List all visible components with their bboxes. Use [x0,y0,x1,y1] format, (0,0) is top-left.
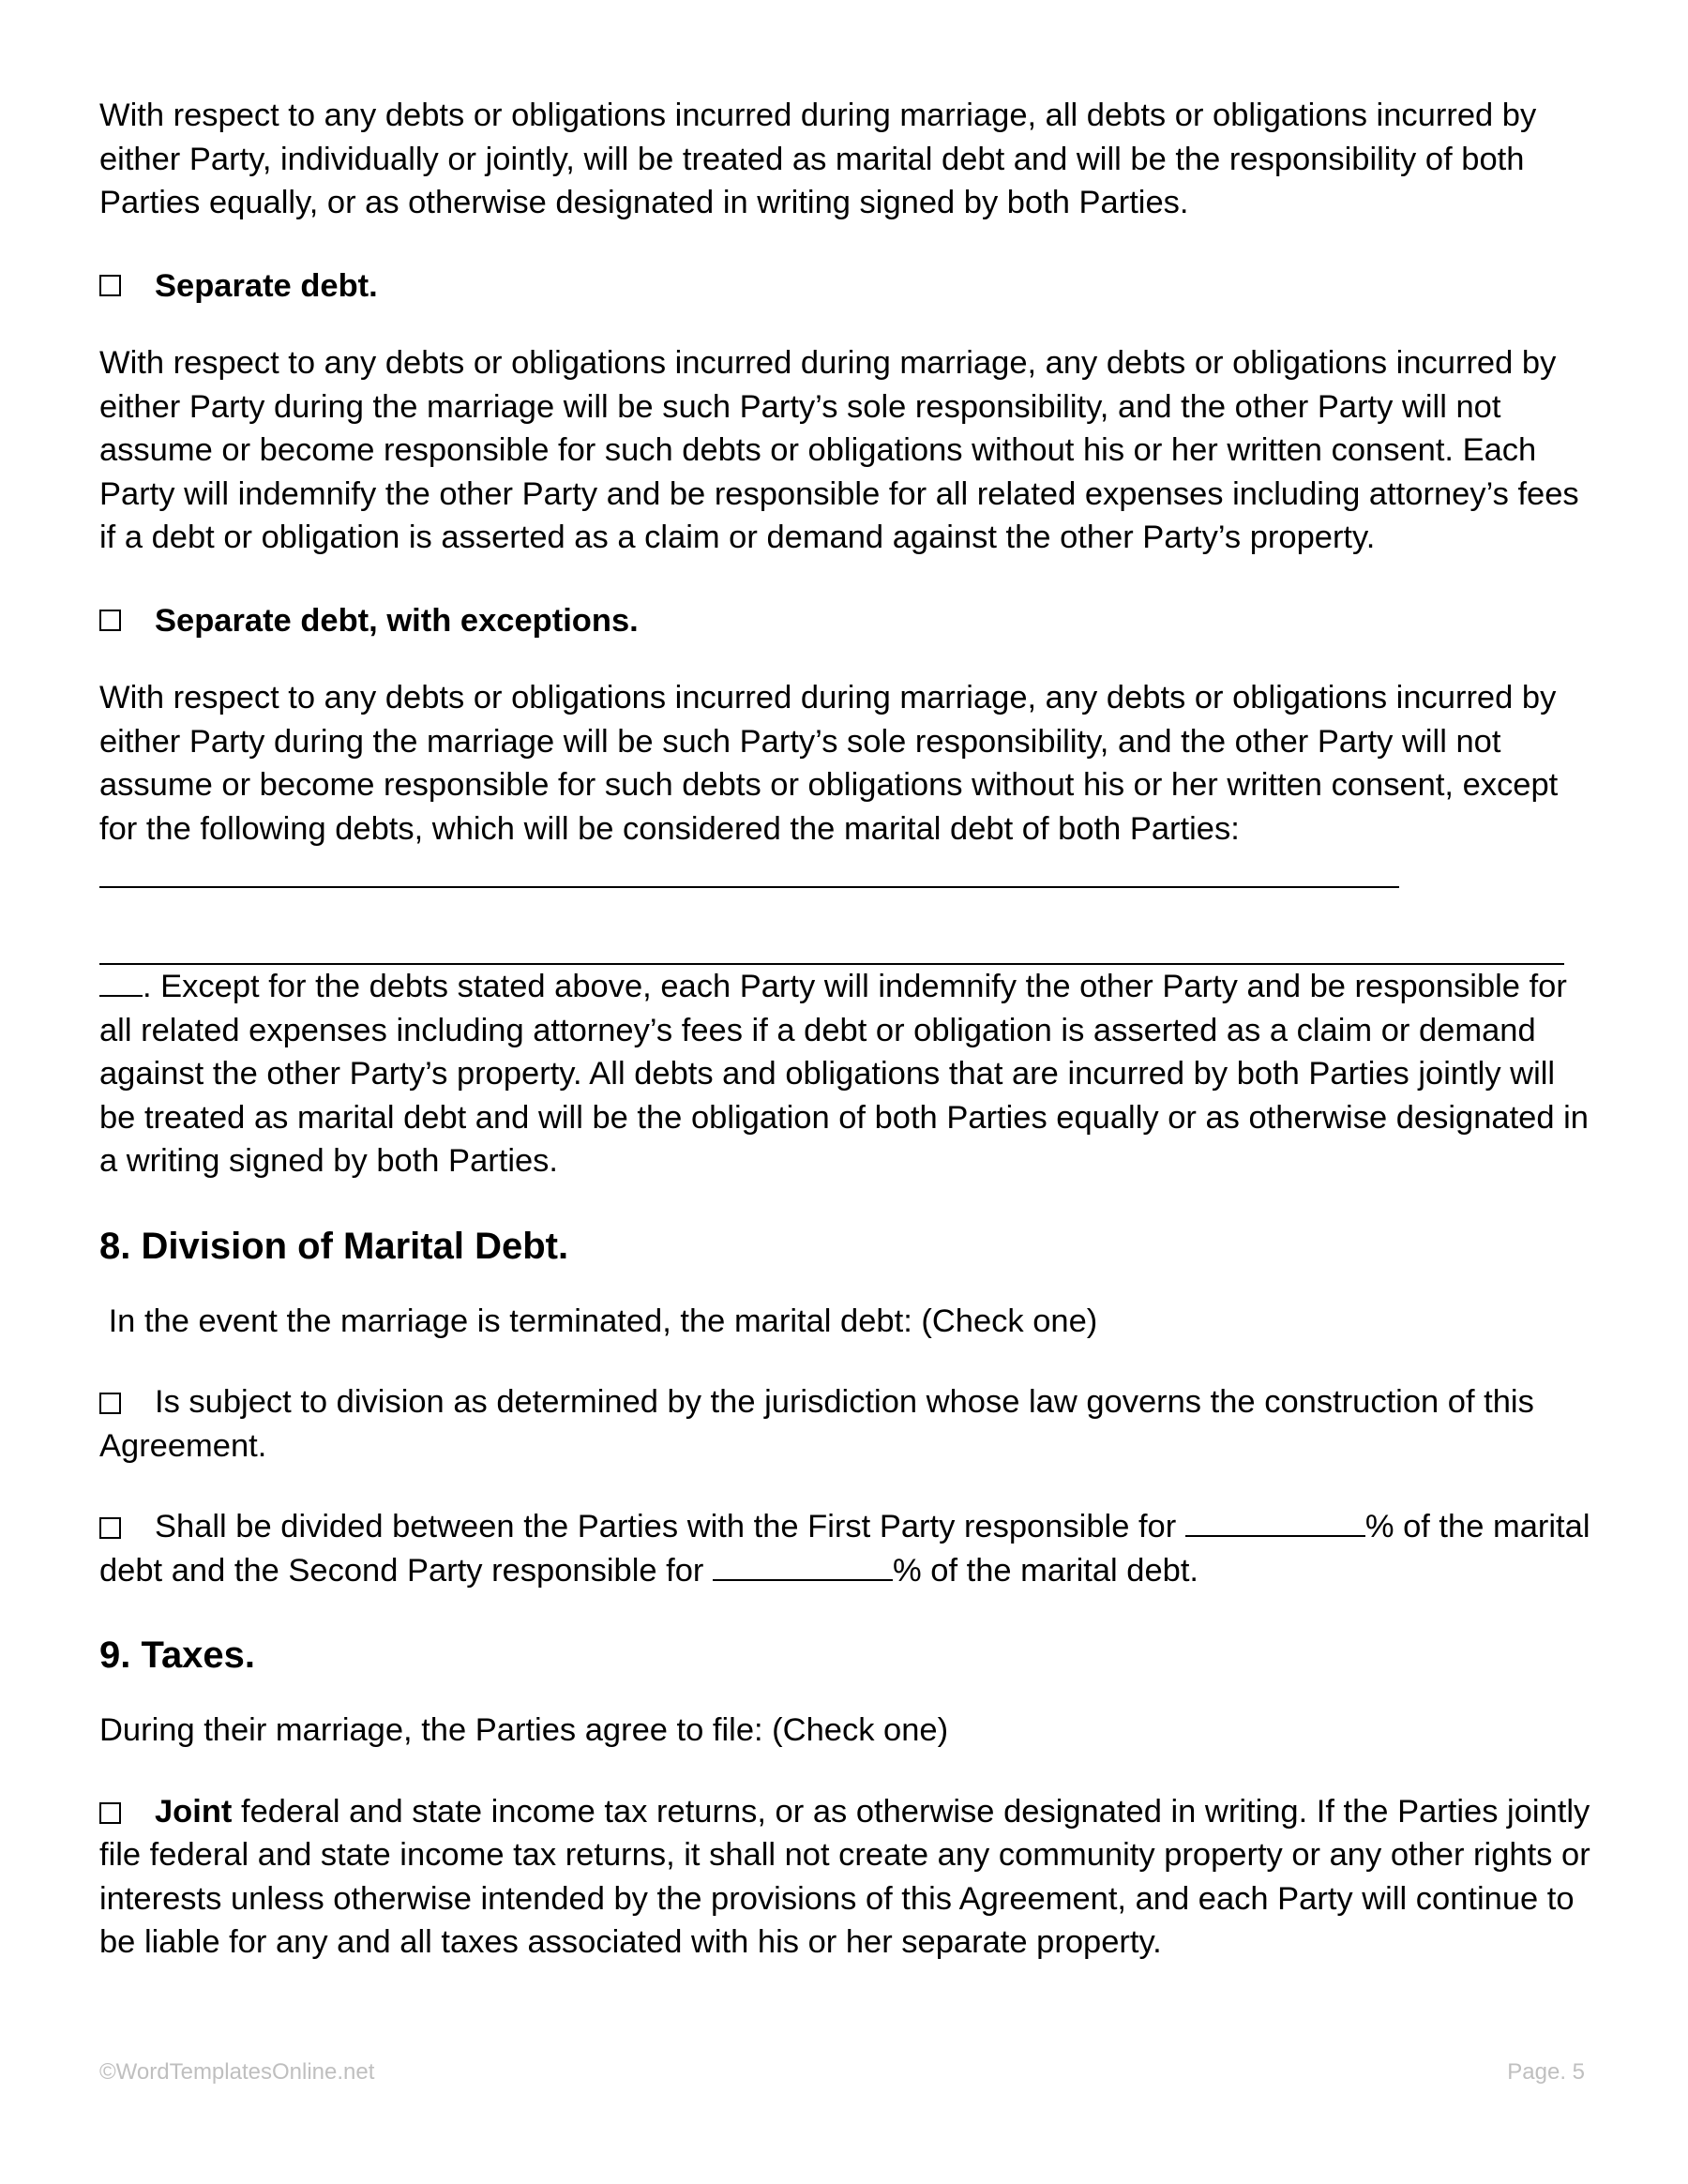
option-label: Separate debt, with exceptions. [155,602,639,639]
section-8-option-2: Shall be divided between the Parties with the First Party responsible for % of the marital debt and the Second Party responsible for % of the marital debt. [99,1509,1590,1589]
marital-debt-paragraph: With respect to any debts or obligations incurred during marriage, all debts or obligations incurred by either Party, individually or jointly, will be treated as marital debt and will be the responsibility of both Parties equally, or as otherwise designated in writing signed by both Parties. [99,98,1537,220]
footer-page-number: Page. 5 [1507,2059,1585,2085]
first-party-percent-field[interactable] [1185,1507,1365,1537]
checkbox[interactable] [99,610,121,631]
section-8-heading: 8. Division of Marital Debt. [99,1225,569,1267]
option-separate-debt-exceptions [99,599,1590,643]
section-8-option-1: Is subject to division as determined by the jurisdiction whose law governs the construction of this Agreement. [99,1384,1534,1464]
checkbox[interactable] [99,1802,121,1824]
separate-debt-paragraph: With respect to any debts or obligations incurred during marriage, any debts or obligations incurred by either Party during the marriage will be such Party’s sole responsibility, and the other Party will not assume or become responsible for such debts or obligations without his or her written consent. Each Party will indemnify the other Party and be responsible for all related expenses including attorney’s fees if a debt or obligation is asserted as a claim or demand against the other Party’s property. [99,345,1579,555]
blank-field-short[interactable] [99,967,143,997]
checkbox[interactable] [99,1393,121,1414]
footer-copyright: ©WordTemplatesOnline.net [99,2059,375,2085]
checkbox[interactable] [99,275,121,296]
document-page [99,94,1590,1965]
option-separate-debt [99,264,1590,309]
exceptions-paragraph: With respect to any debts or obligations incurred during marriage, any debts or obligations incurred by either Party during the marriage will be such Party’s sole responsibility, and the other Party will not assume or become responsible for such debts or obligations without his or her written consent, except for the following debts, which will be considered the marital debt of both Parties: [99,680,1559,847]
exceptions-continued-paragraph: . Except for the debts stated above, each Party will indemnify the other Party and be responsible for all related expenses including attorney’s fees if a debt or obligation is asserted as a claim or demand against the other Party’s property. All debts and obligations that are incurred by both Parties jointly will be treated as marital debt and will be the obligation of both Parties equally or as otherwise designated in a writing signed by both Parties. [99,969,1589,1179]
second-party-percent-field[interactable] [713,1551,893,1581]
option-label: Separate debt. [155,267,378,304]
section-8-intro: In the event the marriage is terminated, the marital debt: (Check one) [99,1303,1098,1339]
section-9-intro: During their marriage, the Parties agree to file: (Check one) [99,1712,949,1748]
section-9-joint-option: Joint federal and state income tax returns, or as otherwise designated in writing. If the Parties jointly file federal and state income tax returns, it shall not create any community property or any other rights or interests unless otherwise intended by the provisions of this Agreement, and each Party will continue to be liable for any and all taxes associated with his or her separate property. [99,1793,1590,1960]
checkbox[interactable] [99,1517,121,1539]
joint-label: Joint [155,1793,233,1830]
section-9-heading: 9. Taxes. [99,1634,256,1676]
